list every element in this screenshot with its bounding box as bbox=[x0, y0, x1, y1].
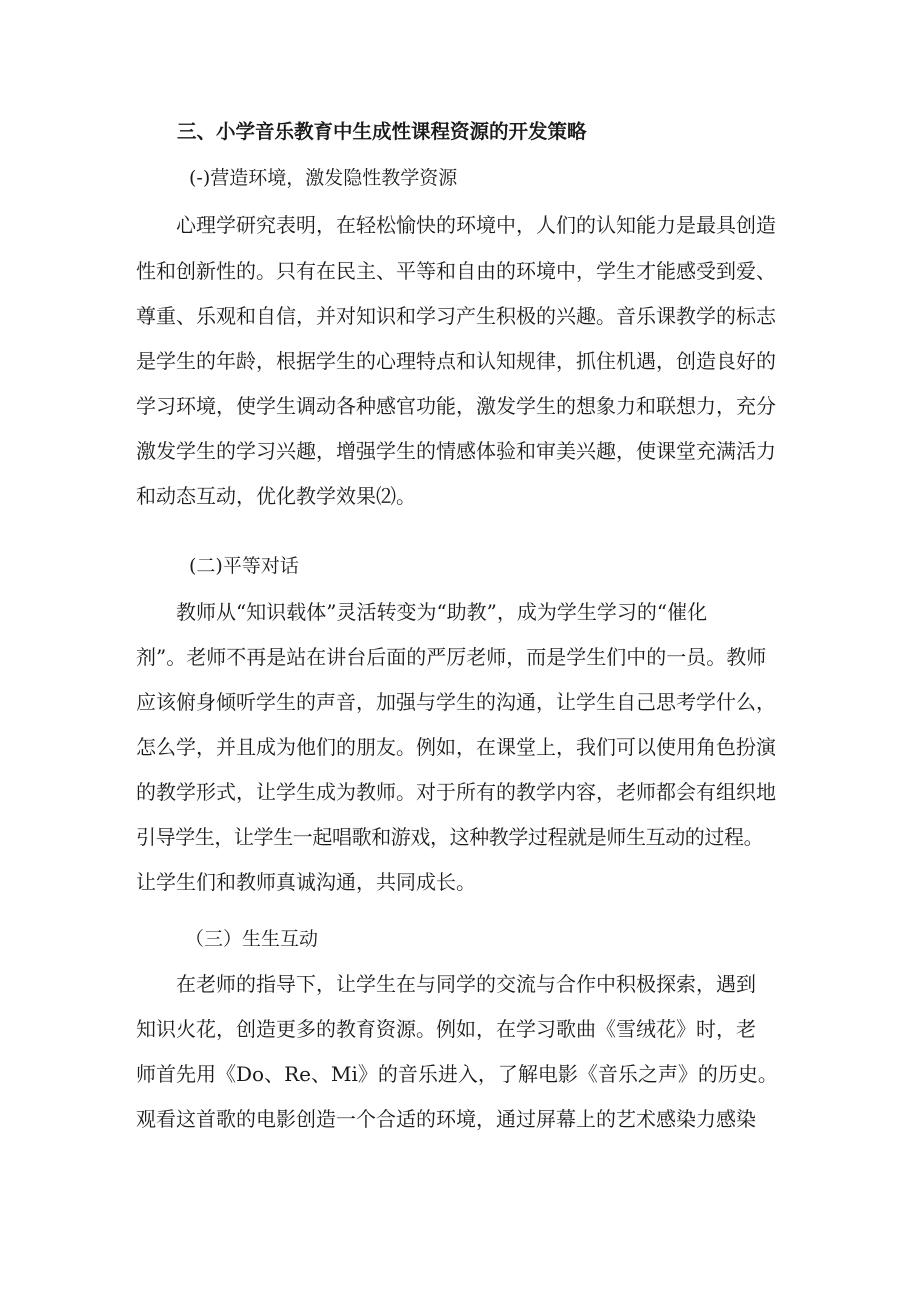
paragraph-line: 教师从“知识载体”灵活转变为“助教”，成为学生学习的“催化 bbox=[176, 600, 708, 624]
paragraph-line: 让学生们和教师真诚沟通，共同成长。 bbox=[136, 870, 476, 894]
subsection-title-2: (二)平等对话 bbox=[189, 555, 299, 577]
paragraph-line: 在老师的指导下，让学生在与同学的交流与合作中积极探索，遇到 bbox=[176, 972, 756, 996]
subsection-title-3: （三）生生互动 bbox=[185, 928, 319, 950]
paragraph-line: 尊重、乐观和自信，并对知识和学习产生积极的兴趣。音乐课教学的标志 bbox=[136, 304, 776, 328]
paragraph-line: 师首先用《Do、Re、Mi》的音乐进入，了解电影《音乐之声》的历史。 bbox=[136, 1062, 778, 1086]
paragraph-line: 激发学生的学习兴趣，增强学生的情感体验和审美兴趣，使课堂充满活力 bbox=[136, 439, 776, 463]
paragraph-line: 和动态互动，优化教学效果⑵。 bbox=[136, 484, 416, 508]
paragraph-line: 学习环境，使学生调动各种感官功能，激发学生的想象力和联想力，充分 bbox=[136, 394, 776, 418]
paragraph-line: 剂”。老师不再是站在讲台后面的严厉老师，而是学生们中的一员。教师 bbox=[136, 645, 767, 669]
paragraph-line: 引导学生，让学生一起唱歌和游戏，这种教学过程就是师生互动的过程。 bbox=[136, 825, 764, 849]
paragraph-line: 是学生的年龄，根据学生的心理特点和认知规律，抓住机遇，创造良好的 bbox=[136, 349, 776, 373]
paragraph-line: 观看这首歌的电影创造一个合适的环境，通过屏幕上的艺术感染力感染 bbox=[136, 1107, 756, 1131]
section-title: 三、小学音乐教育中生成性课程资源的开发策略 bbox=[177, 120, 587, 143]
paragraph-line: 心理学研究表明，在轻松愉快的环境中，人们的认知能力是最具创造 bbox=[176, 213, 776, 237]
paragraph-line: 性和创新性的。只有在民主、平等和自由的环境中，学生才能感受到爱、 bbox=[136, 259, 776, 283]
subsection-title-1: (-)营造环境，激发隐性教学资源 bbox=[189, 167, 458, 189]
paragraph-line: 知识火花，创造更多的教育资源。例如，在学习歌曲《雪绒花》时，老 bbox=[136, 1017, 756, 1041]
paragraph-line: 应该俯身倾听学生的声音，加强与学生的沟通，让学生自己思考学什么， bbox=[136, 690, 776, 714]
paragraph-line: 怎么学，并且成为他们的朋友。例如，在课堂上，我们可以使用角色扮演 bbox=[136, 735, 776, 759]
paragraph-line: 的教学形式，让学生成为教师。对于所有的教学内容，老师都会有组织地 bbox=[136, 780, 776, 804]
